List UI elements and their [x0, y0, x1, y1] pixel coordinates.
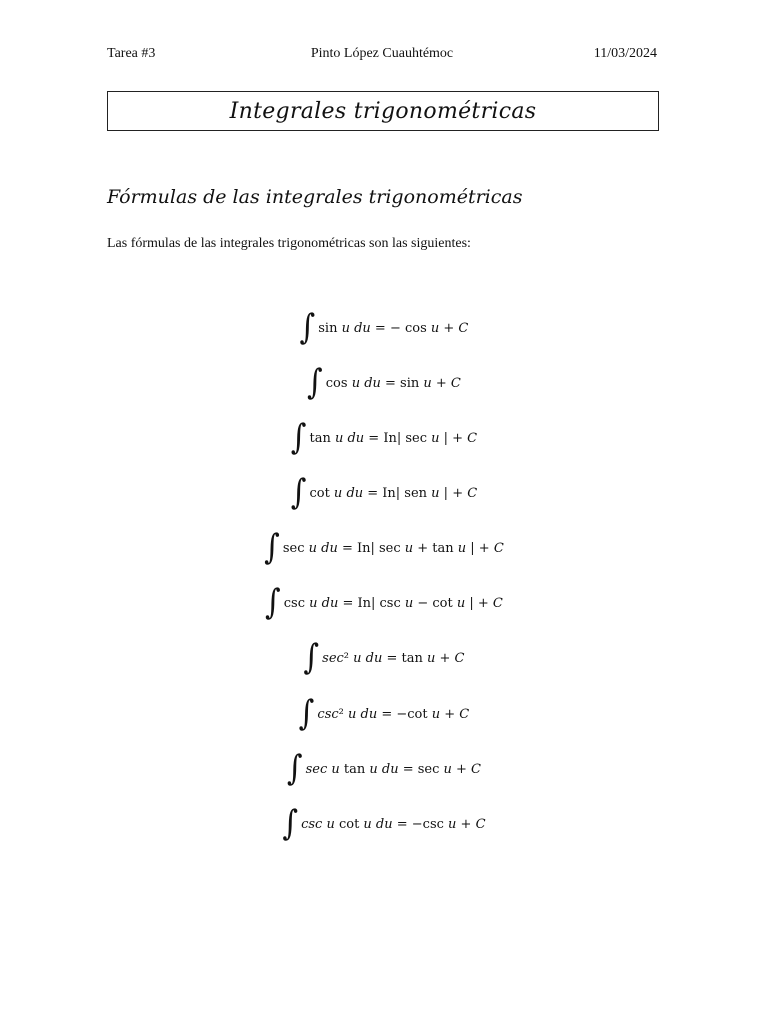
document-title: Integrales trigonométricas	[229, 98, 537, 124]
formula-csc-cot	[0, 804, 768, 844]
formula-sec-tan	[0, 749, 768, 789]
title-box	[107, 91, 659, 131]
integral-sign: ∫	[298, 693, 315, 734]
formula-sec-squared	[0, 638, 768, 678]
formula-expression: 𝑠𝑒𝑐² 𝑢 𝑑𝑢 = tan 𝑢 + 𝐶	[322, 650, 465, 666]
formula-expression: cos 𝑢 𝑑𝑢 = sin 𝑢 + 𝐶	[325, 375, 461, 391]
formula-csc-squared	[0, 694, 768, 734]
integral-sign: ∫	[303, 637, 320, 678]
formula-tan	[0, 418, 768, 458]
formula-expression: csc 𝑢 𝑑𝑢 = In| csc 𝑢 − cot 𝑢 | + 𝐶	[283, 595, 503, 611]
formula-cos	[0, 363, 768, 403]
formula-expression: cot 𝑢 𝑑𝑢 = In| sen 𝑢 | + 𝐶	[309, 485, 478, 501]
section-heading: Fórmulas de las integrales trigonométricas	[107, 186, 523, 208]
intro-paragraph: Las fórmulas de las integrales trigonométricas son las siguientes:	[107, 236, 471, 251]
integral-sign: ∫	[299, 307, 316, 348]
formula-csc	[0, 583, 768, 623]
integral-sign: ∫	[265, 582, 281, 623]
header-assignment: Tarea #3	[107, 46, 156, 61]
integral-sign: ∫	[282, 803, 299, 844]
formula-sin	[0, 308, 768, 348]
header-date: 11/03/2024	[593, 46, 657, 61]
formula-expression: 𝑠𝑒𝑐 𝑢 tan 𝑢 𝑑𝑢 = sec 𝑢 + 𝐶	[305, 761, 481, 777]
integral-sign: ∫	[286, 748, 303, 789]
page-header	[107, 46, 657, 66]
formula-sec	[0, 528, 768, 568]
header-author: Pinto López Cuauhtémoc	[310, 46, 454, 61]
integral-sign: ∫	[264, 527, 280, 568]
integral-sign: ∫	[290, 472, 307, 513]
formula-expression: 𝑐𝑠𝑐² 𝑢 𝑑𝑢 = −cot 𝑢 + 𝐶	[317, 706, 470, 722]
formula-cot	[0, 473, 768, 513]
formula-expression: tan 𝑢 𝑑𝑢 = In| sec 𝑢 | + 𝐶	[309, 430, 478, 446]
formula-expression: sin 𝑢 𝑑𝑢 = − cos 𝑢 + 𝐶	[318, 320, 469, 336]
integral-sign: ∫	[307, 362, 323, 403]
formula-expression: sec 𝑢 𝑑𝑢 = In| sec 𝑢 + tan 𝑢 | + 𝐶	[282, 540, 504, 556]
formula-expression: 𝑐𝑠𝑐 𝑢 cot 𝑢 𝑑𝑢 = −csc 𝑢 + 𝐶	[301, 816, 486, 832]
integral-sign: ∫	[290, 417, 307, 458]
